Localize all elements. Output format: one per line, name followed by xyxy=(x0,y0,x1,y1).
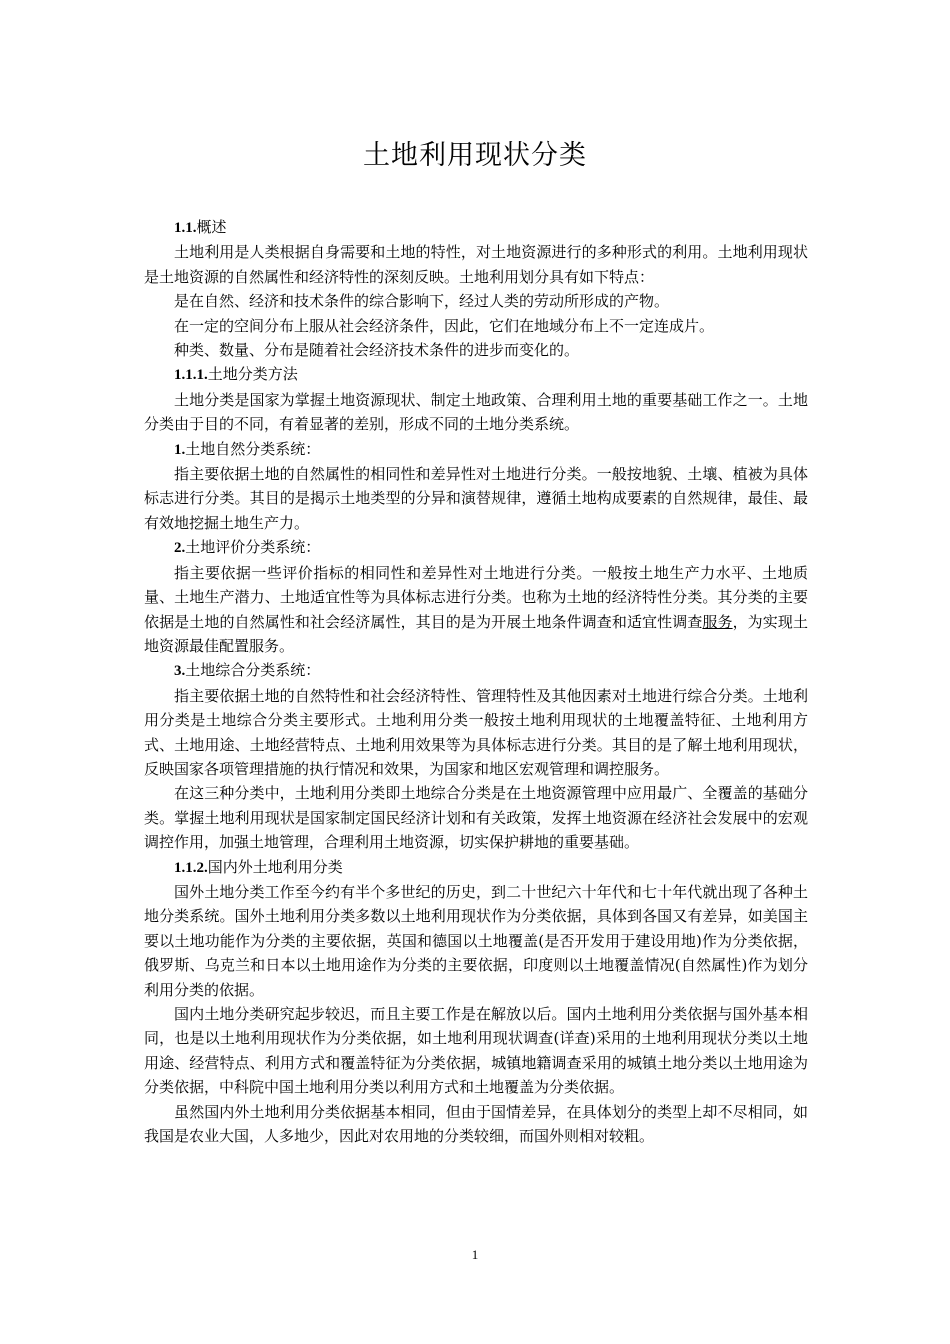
subheading-number: 1. xyxy=(174,441,186,458)
subheading-number: 3. xyxy=(174,663,186,680)
paragraph: 种类、数量、分布是随着社会经济技术条件的进步而变化的。 xyxy=(174,341,580,360)
underlined-link-text[interactable]: 服务 xyxy=(702,612,733,631)
paragraph: 国内土地分类研究起步较迟，而且主要工作是在解放以后。国内土地利用分类依据与国外基本相同，也是以土地利用现状作为分类依据，如土地利用现状调查(详查)采用的土地利用现状分类以土地用途、经营特点、利用方式和覆盖特征为分类依据，城镇地籍调查采用的城镇土地分类以土地用途为分类依据，中科院中国土地利用分类以利用方式和土地覆盖为分类依据。 xyxy=(144,1005,808,1097)
page-number: 1 xyxy=(471,1247,479,1262)
paragraph: 虽然国内外土地利用分类依据基本相同，但由于国情差异，在具体划分的类型上却不尽相同，如我国是农业大国，人多地少，因此对农用地的分类较细，而国外则相对较粗。 xyxy=(144,1102,808,1146)
section-title: 国内外土地利用分类 xyxy=(207,857,343,876)
section-heading xyxy=(144,215,808,240)
subheading-title: 土地综合分类系统： xyxy=(185,661,321,680)
subheading xyxy=(144,535,808,560)
section-heading xyxy=(144,855,808,880)
paragraph xyxy=(144,561,808,659)
paragraph: 指主要依据土地的自然属性的相同性和差异性对土地进行分类。一般按地貌、土壤、植被为具体标志进行分类。其目的是揭示土地类型的分异和演替规律，遵循土地构成要素的自然规律，最佳、最有效地挖掘土地生产力。 xyxy=(144,465,808,532)
paragraph: 国外土地分类工作至今约有半个多世纪的历史，到二十世纪六十年代和七十年代就出现了各种土地分类系统。国外土地利用分类多数以土地利用现状作为分类依据，具体到各国又有差异，如美国主要以土地功能作为分类的主要依据，英国和德国以土地覆盖(是否开发用于建设用地)作为分类依据，俄罗斯、乌克兰和日本以土地用途作为分类的主要依据，印度则以土地覆盖情况(自然属性)作为划分利用分类的依据。 xyxy=(144,882,808,999)
paragraph: 在一定的空间分布上服从社会经济条件，因此，它们在地域分布上不一定连成片。 xyxy=(174,316,715,335)
document-body xyxy=(144,215,808,1148)
subheading-title: 土地自然分类系统： xyxy=(185,439,321,458)
subheading xyxy=(144,437,808,462)
paragraph: 土地分类是国家为掌握土地资源现状、制定土地政策、合理利用土地的重要基础工作之一。土地分类由于目的不同，有着显著的差别，形成不同的土地分类系统。 xyxy=(144,390,808,434)
paragraph-text: 指主要依据一些评价指标的相同性和差异性对土地进行分类。一般按土地生产力水平、土地质量、土地生产潜力、土地适宜性等为具体标志进行分类。也称为土地的经济特性分类。其分类的主要依据是土地的自然属性和社会经济属性，其目的是为开展土地条件调查和适宜性调查 xyxy=(144,563,808,631)
paragraph-text: ，为实现土地资源最佳配置服务。 xyxy=(144,612,808,655)
section-title: 概述 xyxy=(196,218,227,236)
section-number: 1.1.2. xyxy=(174,859,208,876)
section-number: 1.1.1. xyxy=(174,367,208,384)
subheading-number: 2. xyxy=(174,540,186,557)
paragraph: 是在自然、经济和技术条件的综合影响下，经过人类的劳动所形成的产物。 xyxy=(174,292,670,311)
section-title: 土地分类方法 xyxy=(207,365,298,384)
page-title: 土地利用现状分类 xyxy=(363,140,587,171)
section-heading xyxy=(144,362,808,387)
section-number: 1.1. xyxy=(174,220,197,236)
paragraph: 土地利用是人类根据自身需要和土地的特性，对土地资源进行的多种形式的利用。土地利用现状是土地资源的自然属性和经济特性的深刻反映。土地利用划分具有如下特点： xyxy=(144,243,808,286)
paragraph: 在这三种分类中，土地利用分类即土地综合分类是在土地资源管理中应用最广、全覆盖的基础分类。掌握土地利用现状是国家制定国民经济计划和有关政策，发挥土地资源在经济社会发展中的宏观调控作用，加强土地管理，合理利用土地资源，切实保护耕地的重要基础。 xyxy=(144,784,808,852)
paragraph: 指主要依据土地的自然特性和社会经济特性、管理特性及其他因素对土地进行综合分类。土地利用分类是土地综合分类主要形式。土地利用分类一般按土地利用现状的土地覆盖特征、土地利用方式、土地用途、土地经营特点、土地利用效果等为具体标志进行分类。其目的是了解土地利用现状，反映国家各项管理措施的执行情况和效果，为国家和地区宏观管理和调控服务。 xyxy=(144,686,808,778)
subheading xyxy=(144,658,808,683)
subheading-title: 土地评价分类系统： xyxy=(185,538,321,557)
